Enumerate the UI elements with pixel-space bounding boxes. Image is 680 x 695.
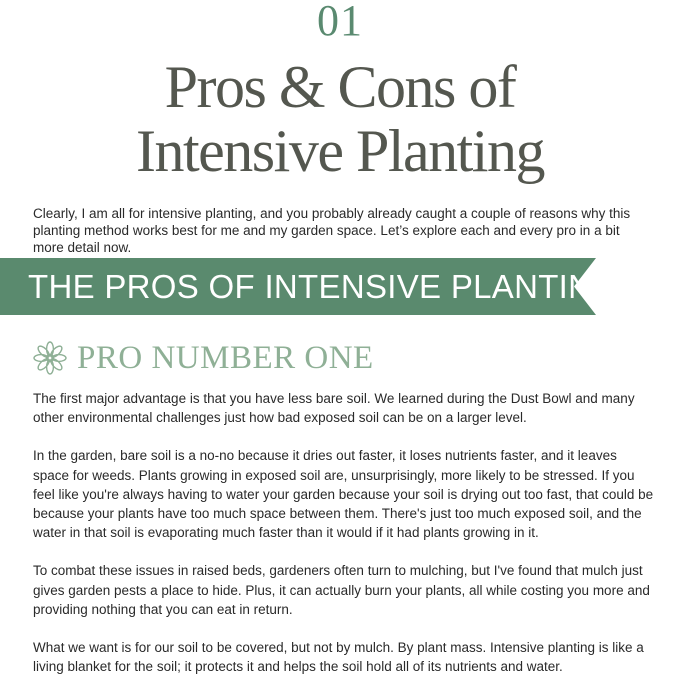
pro-title: PRO NUMBER ONE bbox=[77, 339, 374, 376]
body-paragraph: The first major advantage is that you have less bare soil. We learned during the Dust Bowl and many other environmental challenges just how bad exposed soil can be on a larger level. bbox=[33, 391, 635, 426]
body-paragraph: To combat these issues in raised beds, gardeners often turn to mulching, but I've found that mulch just gives garden pests a place to hide. Plus, it can actually burn your plants, all while costing you more and providing nothing that you can eat in return. bbox=[33, 563, 650, 617]
body-text bbox=[33, 389, 655, 695]
body-paragraph: In the garden, bare soil is a no-no because it dries out faster, it loses nutrients faster, and it leaves space for weeds. Plants growing in exposed soil are, unsurprisingly, more likely to be stressed. If you feel like you're always having to water your garden because your soil is drying out too fast, that could be because your plants have too much space between them. There's just too much exposed soil, and the water in that soil is evaporating much faster than it would if it had plants growing in it. bbox=[33, 448, 654, 541]
section-banner bbox=[0, 258, 619, 315]
intro-paragraph: Clearly, I am all for intensive planting, and you probably already caught a couple of reasons why this planting method works best for me and my garden space. Let’s explore each and every pro in a bit more detail now. bbox=[33, 206, 631, 255]
flower-icon bbox=[33, 341, 67, 375]
body-paragraph: What we want is for our soil to be covered, but not by mulch. By plant mass. Intensive planting is like a living blanket for the soil; it protects it and helps the soil hold all of its nutrients and water. bbox=[33, 640, 644, 675]
page-title-line-1: Pros & Cons of bbox=[164, 54, 516, 120]
chapter-number: 01 bbox=[317, 0, 363, 45]
page-title bbox=[0, 55, 680, 183]
pro-heading bbox=[33, 338, 374, 378]
page-title-line-2: Intensive Planting bbox=[136, 118, 544, 184]
banner-title: THE PROS OF INTENSIVE PLANTING bbox=[28, 268, 619, 305]
